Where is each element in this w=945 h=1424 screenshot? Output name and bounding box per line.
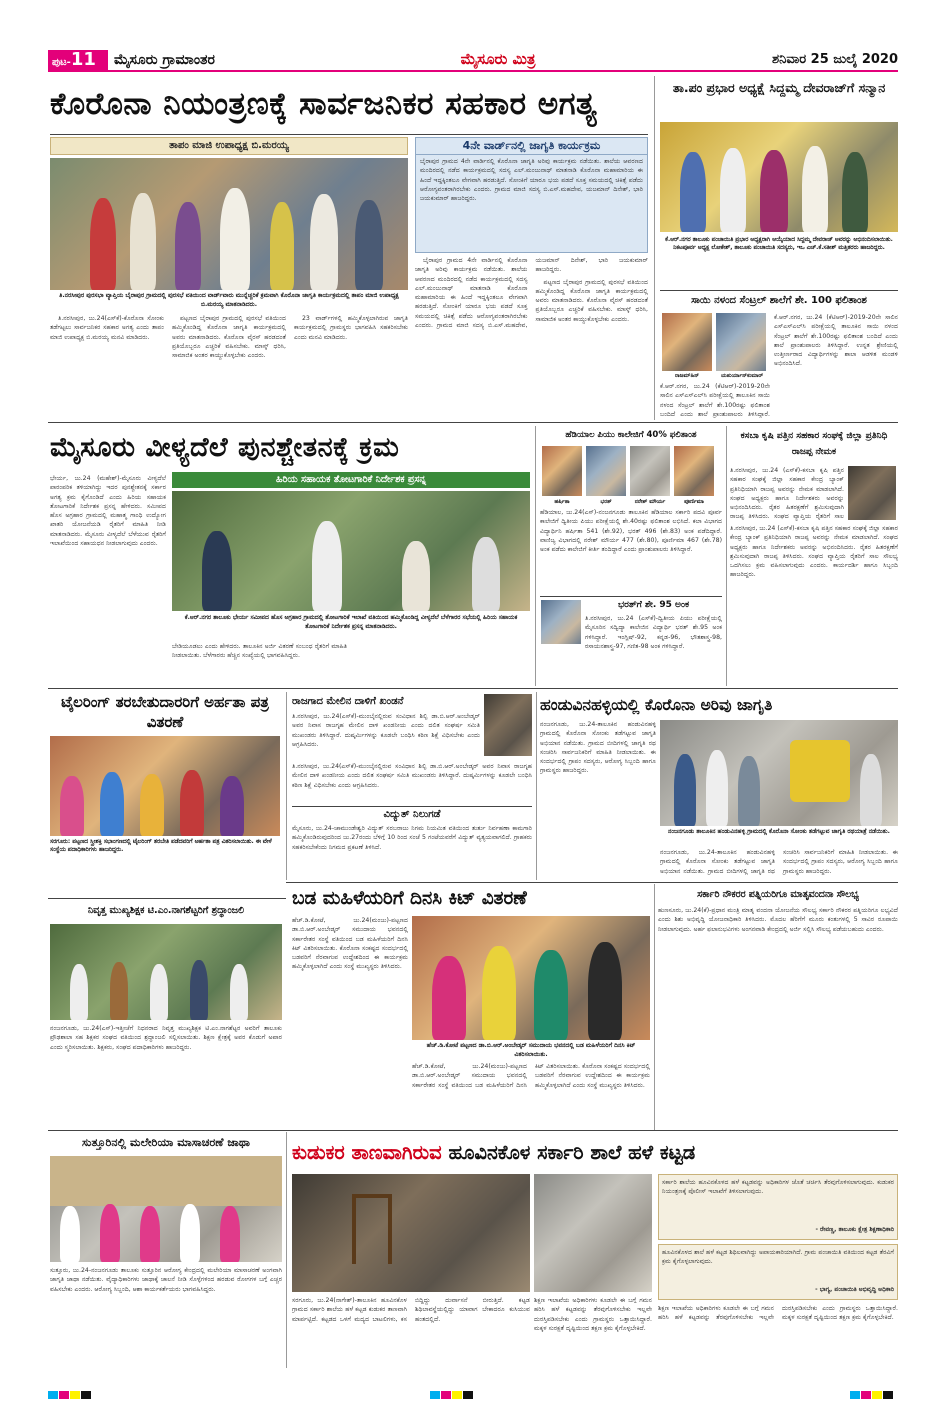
student-photo-1: [662, 313, 712, 371]
school-headline-red: ಕುಡುಕರ ತಾಣವಾಗಿರುವ: [292, 1141, 442, 1164]
person-figure: [202, 531, 232, 611]
teacher-photo: [50, 924, 282, 1020]
school-quote-box-1: [658, 1174, 898, 1240]
pu-headline: ಹೆಡಿಯಾಲ ಪಿಯು ಕಾಲೇಜಿಗೆ 40% ಫಲಿತಾಂಶ: [565, 430, 697, 440]
handu-body: ನಂಜನಗೂಡು, ಜು.24-ತಾಲೂಕಿನ ಹಂಡುವಿನಹಳ್ಳಿ ಗ್ರಾಮದಲ್ಲಿ ಕೊರೊನಾ ಸೋಂಕು ತಡೆಗಟ್ಟುವ ಜಾಗೃತಿ ಅಭಿಯಾನ ನಡೆಯಿತು. ಗ್ರಾಮದ ಬೀದಿಗಳಲ್ಲಿ ಜಾಗೃತಿ ರಥ ಸಂಚರಿಸಿ ಸಾರ್ವಜನಿಕರಿಗೆ ಮಾಹಿತಿ ನೀಡಲಾಯಿತು. ಈ ಸಂದರ್ಭದಲ್ಲಿ ಗ್ರಾಪಂ ಸದಸ್ಯರು, ಆರೋಗ್ಯ ಸಿಬ್ಬಂದಿ ಹಾಗೂ ಗ್ರಾಮಸ್ಥರು ಹಾಜರಿದ್ದರು.: [540, 721, 656, 775]
pu-body: ಹೆಡಿಯಾಲ, ಜು.24(ಎಸ್)-ನಂಜನಗೂಡು ತಾಲೂಕಿನ ಹೆಡಿಯಾಲ ಸರ್ಕಾರಿ ಪದವಿ ಪೂರ್ವ ಕಾಲೇಜಿಗೆ ದ್ವಿತೀಯ ಪಿಯು ಪರೀಕ್ಷೆಯಲ್ಲಿ ಶೇ.40ರಷ್ಟು ಫಲಿತಾಂಶ ಲಭಿಸಿದೆ. ಕಲಾ ವಿಭಾಗದ ವಿದ್ಯಾರ್ಥಿನಿ ಹರ್ಷಿತಾ 541 (ಶೇ.92), ಭರತ್ 496 (ಶೇ.83) ಅಂಕ ಪಡೆದಿದ್ದಾರೆ. ವಾಣಿಜ್ಯ ವಿಭಾಗದಲ್ಲಿ ನರೇಶ್ ಮೌರ್ಯ 477 (ಶೇ.80), ಪೂರ್ಣಿಮಾ 467 (ಶೇ.78) ಅಂಕ ಪಡೆದು ಕಾಲೇಜಿಗೆ ಕೀರ್ತಿ ತಂದಿದ್ದಾರೆ ಎಂದು ಪ್ರಾಂಶುಪಾಲರು ತಿಳಿಸಿದ್ದಾರೆ.: [540, 509, 722, 554]
person-figure: [534, 950, 568, 1040]
rajagaddhe-body: ತಿ.ನರಸೀಪುರ, ಜು.24(ಎಸ್‌ಕೆ)-ಮುಂಬೈನಲ್ಲಿರುವ ಸಂವಿಧಾನ ಶಿಲ್ಪಿ ಡಾ.ಬಿ.ಆರ್.ಅಂಬೇಡ್ಕರ್ ಅವರ ನಿವಾಸ ರಾಜಗೃಹ ಮೇಲಿನ ದಾಳಿ ಖಂಡನೀಯ ಎಂದು ದಲಿತ ಸಂಘರ್ಷ ಸಮಿತಿ ಮುಖಂಡರು ತಿಳಿಸಿದ್ದಾರೆ. ದುಷ್ಕರ್ಮಿಗಳನ್ನು ಕೂಡಲೇ ಬಂಧಿಸಿ ಕಠಿಣ ಶಿಕ್ಷೆ ವಿಧಿಸಬೇಕು ಎಂದು ಆಗ್ರಹಿಸಿದರು.: [292, 713, 480, 748]
section-title: ಮೈಸೂರು ಗ್ರಾಮಾಂತರ: [114, 52, 215, 68]
page-label: ಪುಟ-: [52, 57, 71, 68]
person-figure: [180, 770, 204, 836]
school-body-right: ಶಿಕ್ಷಣ ಇಲಾಖೆಯ ಅಧಿಕಾರಿಗಳು ಕೂಡಲೇ ಈ ಬಗ್ಗೆ ಗಮನ ಹರಿಸಿ ಹಳೆ ಕಟ್ಟಡವನ್ನು ತೆರವುಗೊಳಿಸಬೇಕು ಇಲ್ಲವೇ ದುರಸ್ತಿಪಡಿಸಬೇಕು ಎಂದು ಗ್ರಾಮಸ್ಥರು ಒತ್ತಾಯಿಸಿದ್ದಾರೆ. ಮಕ್ಕಳ ಸುರಕ್ಷತೆ ದೃಷ್ಟಿಯಿಂದ ತಕ್ಷಣ ಕ್ರಮ ಕೈಗೊಳ್ಳಬೇಕಿದೆ.: [534, 1297, 652, 1332]
power-body: ಮೈಸೂರು, ಜು.24-ಚಾಮುಂಡೇಶ್ವರಿ ವಿದ್ಯುತ್ ಸರಬರಾಜು ನಿಗಮ ನಿಯಮಿತ ವತಿಯಿಂದ ತುರ್ತು ನಿರ್ವಹಣಾ ಕಾಮಗಾರಿ ಹಮ್ಮಿಕೊಂಡಿರುವುದರಿಂದ ಜು.27ರಂದು ಬೆಳಿಗ್ಗೆ 10 ರಿಂದ ಸಂಜೆ 5 ಗಂಟೆಯವರೆಗೆ ವಿದ್ಯುತ್ ವ್ಯತ್ಯಯವಾಗಲಿದೆ. ಗ್ರಾಹಕರು ಸಹಕರಿಸಬೇಕೆಂದು ನಿಗಮದ ಪ್ರಕಟಣೆ ತಿಳಿಸಿದೆ.: [292, 825, 532, 851]
person-figure: [588, 942, 622, 1040]
corona-body: [50, 314, 408, 418]
divider: [50, 134, 648, 135]
column-divider: [535, 426, 536, 686]
person-figure: [674, 754, 696, 826]
person-figure: [130, 193, 156, 290]
corona-subhead-box: [50, 137, 408, 155]
kasaba-headline: ಕಸಬಾ ಕೃಷಿ ಪತ್ತಿನ ಸಹಕಾರ ಸಂಘಕ್ಕೆ ಜಿಲ್ಲಾ ಪ್ರತಿನಿಧಿ ರಾಜಪ್ಪ ನೇಮಕ: [740, 431, 888, 457]
corona-photo: [50, 158, 408, 290]
color-registration-bar: [48, 1384, 92, 1403]
betel-headline: ಮೈಸೂರು ವೀಳ್ಯದೆಲೆ ಪುನಶ್ಚೇತನಕ್ಕೆ ಕ್ರಮ: [50, 432, 400, 463]
column-divider: [654, 884, 655, 1130]
rajagaddhe-photo: [484, 694, 532, 756]
pu-photo-4: [674, 446, 714, 496]
sai-headline: ಸಾಯಿ ನಳಂದ ಸೆಂಟ್ರಲ್ ಶಾಲೆಗೆ ಶೇ. 100 ಫಲಿತಾಂಶ: [691, 295, 867, 306]
handu-headline: ಹಂಡುವಿನಹಳ್ಳಿಯಲ್ಲಿ ಕೊರೊನಾ ಅರಿವು ಜಾಗೃತಿ: [540, 696, 773, 714]
corona-paragraph: 23 ವಾರ್ಡ್‌ಗಳಲ್ಲಿ ಹಮ್ಮಿಕೊಳ್ಳಲಾಗಿರುವ ಜಾಗೃತಿ ಕಾರ್ಯಕ್ರಮದಲ್ಲಿ ಗ್ರಾಮಸ್ಥರು ಭಾಗವಹಿಸಿ ಸಹಕರಿಸಬೇಕು ಎಂದು ಮನವಿ ಮಾಡಿದರು.: [294, 315, 408, 341]
bharath-body: ತಿ.ನರಸೀಪುರ, ಜು.24 (ಎಸ್‌ಕೆ)-ದ್ವಿತೀಯ ಪಿಯು ಪರೀಕ್ಷೆಯಲ್ಲಿ ಮೈಸೂರಿನ ಸದ್ವಿದ್ಯಾ ಕಾಲೇಜಿನ ವಿದ್ಯಾರ್ಥಿ ಭರತ್ ಶೇ.95 ಅಂಕ ಗಳಿಸಿದ್ದಾರೆ. ಇಂಗ್ಲಿಷ್-92, ಕನ್ನಡ-96, ಭೌತಶಾಸ್ತ್ರ-98, ರಸಾಯನಶಾಸ್ತ್ರ-97, ಗಣಿತ-98 ಅಂಕ ಗಳಿಸಿದ್ದಾರೆ.: [585, 615, 722, 650]
ward4-body: ಬೈರಾಪುರ ಗ್ರಾಮದ 4ನೇ ವಾರ್ಡಿನಲ್ಲಿ ಕೊರೊನಾ ಜಾಗೃತಿ ಅರಿವು ಕಾರ್ಯಕ್ರಮ ನಡೆಯಿತು. ಶಾಲೆಯ ಆವರಣದ ಮಂದಿರದಲ್ಲಿ ನಡೆದ ಕಾರ್ಯಕ್ರಮದಲ್ಲಿ ಸದಸ್ಯ ಎಲ್.ಮಂಜುನಾಥ್ ಮಾತನಾಡಿ ಕೊರೊನಾ ಮಹಾಮಾರಿಯ ಈ ಹಿಂದೆ ಇದ್ದಕ್ಕಿಂತಲೂ ವೇಗವಾಗಿ ಹರಡುತ್ತಿದೆ. ಸೋಂಕಿಗೆ ಯಾರೂ ಭಯ ಪಡದೆ ಸೂಕ್ತ ಸಮಯದಲ್ಲಿ ಚಿಕಿತ್ಸೆ ಪಡೆದು ಆರೋಗ್ಯವಂತರಾಗಿರಬೇಕು ಎಂದರು. ಗ್ರಾಮದ ಮಾಜಿ ಸದಸ್ಯ ಬಿ.ಎಸ್.ಮಹದೇವ, ಯಜಮಾನ್ ದಿನೇಶ್, ಭಾರಿ ಜಯಕುಮಾರ್ ಹಾಜರಿದ್ದರು.: [420, 158, 643, 203]
school-quote-2: ಹೂವಿನಕೊಳದ ಶಾಲೆ ಹಳೆ ಕಟ್ಟಡ ಶಿಥಿಲವಾಗಿದ್ದು ಅಪಾಯಕಾರಿಯಾಗಿದೆ. ಗ್ರಾಮ ಪಂಚಾಯಿತಿ ವತಿಯಿಂದ ಕಟ್ಟಡ ತೆರವಿಗೆ ಕ್ರಮ ಕೈಗೊಳ್ಳಲಾಗುವುದು.: [662, 1249, 894, 1266]
masthead-date: ಶನಿವಾರ 25 ಜುಲೈ 2020: [771, 52, 898, 67]
person-figure: [190, 960, 208, 1020]
school-photo-1: [292, 1174, 530, 1292]
person-figure: [60, 1206, 80, 1262]
pu-photo-2: [586, 446, 626, 496]
betel-banner-text: ಹಿರಿಯ ಸಹಾಯಕ ತೋಟಗಾರಿಕೆ ನಿರ್ದೇಶಕ ಪ್ರಸನ್ನ: [275, 474, 426, 485]
color-registration-bar: [430, 1384, 474, 1403]
govt-body: ಹುಣಸೂರು, ಜು.24(ಕೆ)-ಪ್ರಧಾನ ಮಂತ್ರಿ ಮಾತೃ ವಂದನಾ ಯೋಜನೆಯ ಸೌಲಭ್ಯ ಸರ್ಕಾರಿ ನೌಕರರ ಪತ್ನಿಯರಿಗೂ ಲಭ್ಯವಿದೆ ಎಂದು ಶಿಶು ಅಭಿವೃದ್ಧಿ ಯೋಜನಾಧಿಕಾರಿ ತಿಳಿಸಿದರು. ಮೊದಲ ಹೆರಿಗೆಗೆ ಮೂರು ಕಂತುಗಳಲ್ಲಿ 5 ಸಾವಿರ ರೂಪಾಯಿ ನೀಡಲಾಗುವುದು. ಅರ್ಹ ಫಲಾನುಭವಿಗಳು ಅಂಗನವಾಡಿ ಕೇಂದ್ರದಲ್ಲಿ ಅರ್ಜಿ ಸಲ್ಲಿಸಿ ಸೌಲಭ್ಯ ಪಡೆಯಬಹುದು ಎಂದರು.: [658, 907, 898, 933]
govt-headline: ಸರ್ಕಾರಿ ನೌಕರರ ಪತ್ನಿಯರಿಗೂ ಮಾತೃವಂದನಾ ಸೌಲಭ್ಯ: [697, 889, 859, 900]
divider: [48, 688, 898, 689]
school-quote-box-2: [658, 1244, 898, 1300]
person-figure: [100, 1204, 120, 1262]
person-figure: [180, 1204, 200, 1262]
student-name-2: ಯಶುರ್ಯಾನ್‌ಕುಮಾರ್: [720, 373, 764, 379]
ward4-paragraph: ಪಟ್ಟಣದ ಬೈರಾಪುರ ಗ್ರಾಮದಲ್ಲಿ ಪುರಸಭೆ ವತಿಯಿಂದ ಹಮ್ಮಿಕೊಂಡಿದ್ದ ಕೊರೊನಾ ಜಾಗೃತಿ ಕಾರ್ಯಕ್ರಮದಲ್ಲಿ ಅವರು ಮಾತನಾಡಿದರು. ಕೊರೊನಾ ವೈರಸ್ ಹರಡದಂತೆ ಪ್ರತಿಯೊಬ್ಬರೂ ಎಚ್ಚರಿಕೆ ವಹಿಸಬೇಕು. ಮಾಸ್ಕ್ ಧರಿಸಿ, ಸಾಮಾಜಿಕ ಅಂತರ ಕಾಯ್ದುಕೊಳ್ಳಬೇಕು ಎಂದರು.: [535, 278, 648, 323]
person-figure: [720, 148, 746, 232]
person-figure: [60, 776, 84, 836]
building-backdrop: [50, 1156, 282, 1206]
person-figure: [70, 964, 88, 1020]
person-figure: [220, 776, 244, 836]
tailoring-headline: ಟೈಲರಿಂಗ್ ತರಬೇತುದಾರರಿಗೆ ಅರ್ಹತಾ ಪತ್ರ ವಿತರಣೆ: [61, 693, 269, 731]
person-figure: [402, 541, 430, 611]
corona-paragraph: ತಿ.ನರಸೀಪುರ, ಜು.24(ಎಸ್‌ಕೆ)-ಕೊರೊನಾ ಸೋಂಕು ತಡೆಗಟ್ಟಲು ಸಾರ್ವಜನಿಕರ ಸಹಕಾರ ಅಗತ್ಯ ಎಂದು ತಾಪಂ ಮಾಜಿ ಉಪಾಧ್ಯಕ್ಷ ಬಿ.ಮರಯ್ಯ ಮನವಿ ಮಾಡಿದರು.: [50, 315, 164, 341]
person-figure: [680, 152, 706, 232]
person-figure: [220, 188, 250, 290]
handu-body-cont: ನಂಜನಗೂಡು, ಜು.24-ತಾಲೂಕಿನ ಹಂಡುವಿನಹಳ್ಳಿ ಗ್ರಾಮದಲ್ಲಿ ಕೊರೊನಾ ಸೋಂಕು ತಡೆಗಟ್ಟುವ ಜಾಗೃತಿ ಅಭಿಯಾನ ನಡೆಯಿತು. ಗ್ರಾಮದ ಬೀದಿಗಳಲ್ಲಿ ಜಾಗೃತಿ ರಥ ಸಂಚರಿಸಿ ಸಾರ್ವಜನಿಕರಿಗೆ ಮಾಹಿತಿ ನೀಡಲಾಯಿತು. ಈ ಸಂದರ್ಭದಲ್ಲಿ ಗ್ರಾಪಂ ಸದಸ್ಯರು, ಆರೋಗ್ಯ ಸಿಬ್ಬಂದಿ ಹಾಗೂ ಗ್ರಾಮಸ್ಥರು ಹಾಜರಿದ್ದರು.: [660, 849, 898, 875]
student-photo-2: [716, 313, 766, 371]
masthead: [48, 48, 898, 72]
corona-paragraph: ಪಟ್ಟಣದ ಬೈರಾಪುರ ಗ್ರಾಮದಲ್ಲಿ ಪುರಸಭೆ ವತಿಯಿಂದ ಹಮ್ಮಿಕೊಂಡಿದ್ದ ಕೊರೊನಾ ಜಾಗೃತಿ ಕಾರ್ಯಕ್ರಮದಲ್ಲಿ ಅವರು ಮಾತನಾಡಿದರು. ಕೊರೊನಾ ವೈರಸ್ ಹರಡದಂತೆ ಪ್ರತಿಯೊಬ್ಬರೂ ಎಚ್ಚರಿಕೆ ವಹಿಸಬೇಕು. ಮಾಸ್ಕ್ ಧರಿಸಿ, ಸಾಮಾಜಿಕ ಅಂತರ ಕಾಯ್ದುಕೊಳ್ಳಬೇಕು ಎಂದರು.: [172, 315, 286, 360]
betel-body-right: ಬೇಡಿಯೂಡಲು ಎಂದು ಹೇಳಿದರು. ತಾಲೂಕಿನ ಅರ್ಜಿ ವಿತರಣೆ ಸಂಬಂಧ ರೈತರಿಗೆ ಮಾಹಿತಿ ನೀಡಲಾಯಿತು. ಬೆಳೆಗಾರರು ಹೆಚ್ಚಿನ ಸಂಖ್ಯೆಯಲ್ಲಿ ಭಾಗವಹಿಸಿದ್ದರು.: [172, 643, 347, 660]
tailoring-caption: ಸರಗೂರು: ಪಟ್ಟಣದ ಸ್ತ್ರೀಶಕ್ತಿ ಸಭಾಂಗಣದಲ್ಲಿ ಟೈಲರಿಂಗ್ ತರಬೇತಿ ಪಡೆದವರಿಗೆ ಅರ್ಹತಾ ಪತ್ರ ವಿತರಿಸಲಾಯಿತು. ಈ ವೇಳೆ ಸಂಸ್ಥೆಯ ಪದಾಧಿಕಾರಿಗಳು ಹಾಜರಿದ್ದರು.: [50, 839, 272, 854]
ward4-body-cont: [415, 256, 648, 418]
person-figure: [270, 202, 294, 290]
pu-photo-1: [542, 446, 582, 496]
school-body-left: ಸರಗೂರು, ಜು.24(ನಾಗೇಶ್)-ತಾಲೂಕಿನ ಹೂವಿನಕೊಳ ಗ್ರಾಮದ ಸರ್ಕಾರಿ ಶಾಲೆಯ ಹಳೆ ಕಟ್ಟಡ ಕುಡುಕರ ತಾಣವಾಗಿ ಮಾರ್ಪಟ್ಟಿದೆ. ಕಟ್ಟಡದ ಒಳಗೆ ಮದ್ಯದ ಬಾಟಲಿಗಳು, ಕಸ ಬಿದ್ದಿದ್ದು ದುರ್ವಾಸನೆ ಬೀರುತ್ತಿದೆ. ಕಟ್ಟಡ ಶಿಥಿಲಾವಸ್ಥೆಯಲ್ಲಿದ್ದು ಯಾವಾಗ ಬೇಕಾದರೂ ಕುಸಿಯುವ ಹಂತದಲ್ಲಿದೆ.: [292, 1297, 530, 1323]
sai-body-left: ಕೆ.ಆರ್.ನಗರ, ಜು.24 (ಕೆಟಿಆರ್)-2019-20ನೇ ಸಾಲಿನ ಎಸ್‌ಎಸ್‌ಎಲ್‌ಸಿ ಪರೀಕ್ಷೆಯಲ್ಲಿ ತಾಲೂಕಿನ ಸಾಯಿ ನಳಂದ ಸೆಂಟ್ರಲ್ ಶಾಲೆಗೆ ಶೇ.100ರಷ್ಟು ಫಲಿತಾಂಶ ಬಂದಿದೆ ಎಂದು ಶಾಲೆ ಪ್ರಾಂಶುಪಾಲರು ತಿಳಿಸಿದ್ದಾರೆ.: [660, 383, 770, 418]
pu-photo-3: [630, 446, 670, 496]
column-divider: [654, 76, 655, 420]
person-figure: [738, 756, 760, 826]
person-figure: [842, 152, 868, 232]
groceries-body-cont: ಹೆಚ್.ಡಿ.ಕೋಟೆ, ಜು.24(ಮಂಜು)-ಪಟ್ಟಣದ ಡಾ.ಬಿ.ಆರ್.ಅಂಬೇಡ್ಕರ್ ಸಮುದಾಯ ಭವನದಲ್ಲಿ ಸರ್ಕಾರೇತರ ಸಂಸ್ಥೆ ವತಿಯಿಂದ ಬಡ ಮಹಿಳೆಯರಿಗೆ ದಿನಸಿ ಕಿಟ್ ವಿತರಿಸಲಾಯಿತು. ಕೊರೊನಾ ಸಂಕಷ್ಟದ ಸಂದರ್ಭದಲ್ಲಿ ಬಡವರಿಗೆ ನೆರವಾಗುವ ಉದ್ದೇಶದಿಂದ ಈ ಕಾರ್ಯಕ್ರಮ ಹಮ್ಮಿಕೊಳ್ಳಲಾಗಿದೆ ಎಂದು ಸಂಸ್ಥೆ ಮುಖ್ಯಸ್ಥರು ತಿಳಿಸಿದರು.: [412, 1063, 650, 1089]
bharath-headline: ಭರತ್‌ಗೆ ಶೇ. 95 ಅಂಕ: [617, 600, 690, 610]
divider: [48, 422, 898, 423]
handu-caption: ನಂಜನಗೂಡು ತಾಲೂಕಿನ ಹಂಡುವಿನಹಳ್ಳಿ ಗ್ರಾಮದಲ್ಲಿ ಕೊರೊನಾ ಸೋಂಕು ತಡೆಗಟ್ಟುವ ಜಾಗೃತಿ ರಥಯಾತ್ರೆ ನಡೆಯಿತು.: [668, 828, 890, 835]
page-number: 11: [70, 49, 96, 70]
betel-photo: [172, 491, 530, 611]
groceries-photo: [412, 916, 650, 1040]
column-divider: [286, 1132, 287, 1368]
column-divider: [726, 426, 727, 686]
school-quote-1: ಸರ್ಕಾರಿ ಶಾಲೆಯ ಹೂವಿನಕೊಳದ ಹಳೆ ಕಟ್ಟಡವನ್ನು ಅಧಿಕಾರಿಗಳ ಜೊತೆ ಚರ್ಚಿಸಿ ತೆರವುಗೊಳಿಸಲಾಗುವುದು. ಕುಡುಕರ ನಿಯಂತ್ರಣಕ್ಕೆ ಪೊಲೀಸ್ ಇಲಾಖೆಗೆ ತಿಳಿಸಲಾಗುವುದು.: [662, 1179, 894, 1196]
pu-name-4: ಪೂರ್ಣಿಮಾ: [684, 499, 704, 505]
school-quote-2-attr: - ಭಾಗ್ಯ, ಪಂಚಾಯಿತಿ ಅಭಿವೃದ್ಧಿ ಅಧಿಕಾರಿ: [815, 1286, 894, 1293]
column-divider: [286, 692, 287, 880]
school-headline: [292, 1136, 898, 1170]
handu-photo: [660, 720, 898, 826]
corona-subhead: ತಾಪಂ ಮಾಜಿ ಉಪಾಧ್ಯಕ್ಷ ಬಿ.ಮರಯ್ಯ: [169, 140, 289, 151]
school-headline-black: ಹೂವಿನಕೊಳ ಸರ್ಕಾರಿ ಶಾಲೆ ಹಳೆ ಕಟ್ಟಡ: [448, 1141, 696, 1164]
person-figure: [140, 1206, 160, 1262]
pu-name-3: ನರೇಶ್ ಮೌರ್ಯ: [634, 499, 666, 505]
rajappa-photo: [848, 466, 896, 520]
divider: [540, 596, 722, 597]
ward4-box: [415, 137, 648, 253]
malaria-body: ಸುತ್ತೂರು, ಜು.24-ನಂಜನಗೂಡು ತಾಲೂಕು ಸುತ್ತೂರಿನ ಆರೋಗ್ಯ ಕೇಂದ್ರದಲ್ಲಿ ಮಲೇರಿಯಾ ಮಾಸಾಚರಣೆ ಅಂಗವಾಗಿ ಜಾಗೃತಿ ಜಾಥಾ ನಡೆಯಿತು. ವೈದ್ಯಾಧಿಕಾರಿಗಳು ಜಾಥಾಕ್ಕೆ ಚಾಲನೆ ನೀಡಿ ಸೊಳ್ಳೆಗಳಿಂದ ಹರಡುವ ರೋಗಗಳ ಬಗ್ಗೆ ಎಚ್ಚರ ವಹಿಸಬೇಕು ಎಂದರು. ಆರೋಗ್ಯ ಸಿಬ್ಬಂದಿ, ಆಶಾ ಕಾರ್ಯಕರ್ತೆಯರು ಭಾಗವಹಿಸಿದ್ದರು.: [50, 1267, 282, 1293]
person-figure: [110, 962, 128, 1020]
page-number-badge: [48, 50, 108, 70]
corona-caption: ತಿ.ನರಸೀಪುರ ಪುರಸಭಾ ವ್ಯಾಪ್ತಿಯ ಬೈರಾಪುರ ಗ್ರಾಮದಲ್ಲಿ ಪುರಸಭೆ ವತಿಯಿಂದ ವಾರ್ಡ್‌ವಾರು ಮುನ್ನೆಚ್ಚರಿಕೆ ಕ್ರಮವಾಗಿ ಕೊರೊನಾ ಜಾಗೃತಿ ಕಾರ್ಯಕ್ರಮದಲ್ಲಿ ತಾಪಂ ಮಾಜಿ ಉಪಾಧ್ಯಕ್ಷ ಬಿ.ಮರಯ್ಯ ಮಾತನಾಡಿದರು.: [59, 292, 399, 308]
person-figure: [760, 150, 788, 232]
person-figure: [150, 964, 168, 1020]
teacher-headline: ನಿವೃತ್ತ ಮುಖ್ಯಶಿಕ್ಷಕ ಟಿ.ಎಂ.ನಾಗಶೆಟ್ಟರಿಗೆ ಶ್ರದ್ಧಾಂಜಲಿ: [87, 905, 245, 916]
betel-caption: ಕೆ.ಆರ್.ನಗರ ತಾಲೂಕು ಭೇರ್ಯ ಸಮೀಪದ ಹೊಸ ಅಗ್ರಹಾರ ಗ್ರಾಮದಲ್ಲಿ ತೋಟಗಾರಿಕೆ ಇಲಾಖೆ ವತಿಯಿಂದ ಹಮ್ಮಿಕೊಂಡಿದ್ದ ವೀಳ್ಯದೆಲೆ ಬೆಳೆಗಾರರ ಸಭೆಯಲ್ಲಿ ಹಿರಿಯ ಸಹಾಯಕ ತೋಟಗಾರಿಕೆ ನಿರ್ದೇಶಕ ಪ್ರಸನ್ನ ಮಾತನಾಡಿದರು.: [184, 614, 518, 630]
divider: [48, 1130, 898, 1131]
kasaba-body: ತಿ.ನರಸೀಪುರ, ಜು.24 (ಎಸ್‌ಕೆ)-ಕಸಬಾ ಕೃಷಿ ಪತ್ತಿನ ಸಹಕಾರ ಸಂಘಕ್ಕೆ ಜಿಲ್ಲಾ ಸಹಕಾರ ಕೇಂದ್ರ ಬ್ಯಾಂಕ್ ಪ್ರತಿನಿಧಿಯಾಗಿ ರಾಜಪ್ಪ ಅವರನ್ನು ನೇಮಕ ಮಾಡಲಾಗಿದೆ. ಸಂಘದ ಅಧ್ಯಕ್ಷರು ಹಾಗೂ ನಿರ್ದೇಶಕರು ಅವರನ್ನು ಅಭಿನಂದಿಸಿದರು. ರೈತರ ಹಿತರಕ್ಷಣೆಗೆ ಶ್ರಮಿಸುವುದಾಗಿ ರಾಜಪ್ಪ ತಿಳಿಸಿದರು. ಸಂಘದ ವ್ಯಾಪ್ತಿಯ ರೈತರಿಗೆ ಸಾಲ ಸೌಲಭ್ಯ ಒದಗಿಸಲು ಕ್ರಮ ವಹಿಸಲಾಗುವುದು ಎಂದರು. ಕಾರ್ಯದರ್ಶಿ ಹಾಗೂ ಸಿಬ್ಬಂದಿ ಹಾಜರಿದ್ದರು.: [730, 525, 898, 579]
groceries-caption: ಹೆಚ್.ಡಿ.ಕೋಟೆ ಪಟ್ಟಣದ ಡಾ.ಬಿ.ಆರ್.ಅಂಬೇಡ್ಕರ್ ಸಮುದಾಯ ಭವನದಲ್ಲಿ ಬಡ ಮಹಿಳೆಯರಿಗೆ ದಿನಸಿ ಕಿಟ್ ವಿತರಿಸಲಾಯಿತು.: [426, 1042, 636, 1058]
bharath-photo: [541, 600, 581, 644]
person-figure: [860, 754, 882, 826]
groceries-body: ಹೆಚ್.ಡಿ.ಕೋಟೆ, ಜು.24(ಮಂಜು)-ಪಟ್ಟಣದ ಡಾ.ಬಿ.ಆರ್.ಅಂಬೇಡ್ಕರ್ ಸಮುದಾಯ ಭವನದಲ್ಲಿ ಸರ್ಕಾರೇತರ ಸಂಸ್ಥೆ ವತಿಯಿಂದ ಬಡ ಮಹಿಳೆಯರಿಗೆ ದಿನಸಿ ಕಿಟ್ ವಿತರಿಸಲಾಯಿತು. ಕೊರೊನಾ ಸಂಕಷ್ಟದ ಸಂದರ್ಭದಲ್ಲಿ ಬಡವರಿಗೆ ನೆರವಾಗುವ ಉದ್ದೇಶದಿಂದ ಈ ಕಾರ್ಯಕ್ರಮ ಹಮ್ಮಿಕೊಳ್ಳಲಾಗಿದೆ ಎಂದು ಸಂಸ್ಥೆ ಮುಖ್ಯಸ್ಥರು ತಿಳಿಸಿದರು.: [292, 917, 408, 971]
tapam-headline: ತಾ.ಪಂ ಪ್ರಭಾರ ಅಧ್ಯಕ್ಷೆ ಸಿದ್ದಮ್ಮ ದೇವರಾಜ್‌ಗೆ ಸನ್ಮಾನ: [672, 80, 886, 95]
divider: [48, 898, 286, 899]
kasaba-body-top: ತಿ.ನರಸೀಪುರ, ಜು.24 (ಎಸ್‌ಕೆ)-ಕಸಬಾ ಕೃಷಿ ಪತ್ತಿನ ಸಹಕಾರ ಸಂಘಕ್ಕೆ ಜಿಲ್ಲಾ ಸಹಕಾರ ಕೇಂದ್ರ ಬ್ಯಾಂಕ್ ಪ್ರತಿನಿಧಿಯಾಗಿ ರಾಜಪ್ಪ ಅವರನ್ನು ನೇಮಕ ಮಾಡಲಾಗಿದೆ. ಸಂಘದ ಅಧ್ಯಕ್ಷರು ಹಾಗೂ ನಿರ್ದೇಶಕರು ಅವರನ್ನು ಅಭಿನಂದಿಸಿದರು. ರೈತರ ಹಿತರಕ್ಷಣೆಗೆ ಶ್ರಮಿಸುವುದಾಗಿ ರಾಜಪ್ಪ ತಿಳಿಸಿದರು. ಸಂಘದ ವ್ಯಾಪ್ತಿಯ ರೈತರಿಗೆ ಸಾಲ: [730, 467, 844, 521]
tailoring-photo: [50, 736, 280, 836]
person-figure: [220, 1206, 240, 1262]
student-name-1: ರಾಜಮ್‌ಹಿನ್: [674, 373, 700, 379]
betel-body-left: ಭೇರ್ಯ, ಜು.24 (ಮಹೇಶ್)-ಮೈಸೂರು ವೀಳ್ಯದೆಲೆ ಪಾರಂಪರಿಕ ತಳಿಯಾಗಿದ್ದು ಇದರ ಪುನಶ್ಚೇತನಕ್ಕೆ ಸರ್ಕಾರ ಅಗತ್ಯ ಕ್ರಮ ಕೈಗೊಂಡಿದೆ ಎಂದು ಹಿರಿಯ ಸಹಾಯಕ ತೋಟಗಾರಿಕೆ ನಿರ್ದೇಶಕ ಪ್ರಸನ್ನ ಹೇಳಿದರು. ಸಮೀಪದ ಹೊಸ ಅಗ್ರಹಾರ ಗ್ರಾಮದಲ್ಲಿ ಮಹಾತ್ಮ ಗಾಂಧಿ ಉದ್ಯೋಗ ಖಾತರಿ ಯೋಜನೆಯಡಿ ರೈತರಿಗೆ ಮಾಹಿತಿ ನೀಡಿ ಮಾತನಾಡಿದರು. ಮೈಸೂರು ವೀಳ್ಯದೆಲೆ ಬೆಳೆಯುವ ರೈತರಿಗೆ ಇಲಾಖೆಯಿಂದ ಸಹಾಯಧನ ನೀಡಲಾಗುವುದು ಎಂದರು.: [50, 475, 166, 548]
power-headline: ವಿದ್ಯುತ್ ನಿಲುಗಡೆ: [383, 809, 441, 820]
person-figure: [90, 198, 116, 290]
person-figure: [100, 772, 124, 836]
malaria-photo: [50, 1156, 282, 1262]
awareness-vehicle: [790, 740, 850, 802]
person-figure: [802, 146, 828, 232]
person-figure: [355, 200, 383, 290]
groceries-headline: ಬಡ ಮಹಿಳೆಯರಿಗೆ ದಿನಸಿ ಕಿಟ್ ವಿತರಣೆ: [292, 888, 527, 909]
person-figure: [706, 750, 728, 826]
divider: [292, 806, 532, 807]
school-body-far-right: ಶಿಕ್ಷಣ ಇಲಾಖೆಯ ಅಧಿಕಾರಿಗಳು ಕೂಡಲೇ ಈ ಬಗ್ಗೆ ಗಮನ ಹರಿಸಿ ಹಳೆ ಕಟ್ಟಡವನ್ನು ತೆರವುಗೊಳಿಸಬೇಕು ಇಲ್ಲವೇ ದುರಸ್ತಿಪಡಿಸಬೇಕು ಎಂದು ಗ್ರಾಮಸ್ಥರು ಒತ್ತಾಯಿಸಿದ್ದಾರೆ. ಮಕ್ಕಳ ಸುರಕ್ಷತೆ ದೃಷ್ಟಿಯಿಂದ ತಕ್ಷಣ ಕ್ರಮ ಕೈಗೊಳ್ಳಬೇಕಿದೆ.: [658, 1305, 898, 1322]
divider: [286, 882, 898, 883]
pu-name-2: ಭರತ್: [600, 499, 612, 505]
sai-body-right: ಕೆ.ಆರ್.ನಗರ, ಜು.24 (ಕೆಟಿಆರ್)-2019-20ನೇ ಸಾಲಿನ ಎಸ್‌ಎಸ್‌ಎಲ್‌ಸಿ ಪರೀಕ್ಷೆಯಲ್ಲಿ ತಾಲೂಕಿನ ಸಾಯಿ ನಳಂದ ಸೆಂಟ್ರಲ್ ಶಾಲೆಗೆ ಶೇ.100ರಷ್ಟು ಫಲಿತಾಂಶ ಬಂದಿದೆ ಎಂದು ಶಾಲೆ ಪ್ರಾಂಶುಪಾಲರು ತಿಳಿಸಿದ್ದಾರೆ. ಉನ್ನತ ಶ್ರೇಣಿಯಲ್ಲಿ ಉತ್ತೀರ್ಣರಾದ ವಿದ್ಯಾರ್ಥಿಗಳನ್ನು ಶಾಲಾ ಆಡಳಿತ ಮಂಡಳಿ ಅಭಿನಂದಿಸಿದೆ.: [774, 314, 898, 368]
tapam-caption: ಕೆ.ಆರ್.ನಗರ ತಾಲೂಕು ಪಂಚಾಯಿತಿ ಪ್ರಭಾರ ಅಧ್ಯಕ್ಷರಾಗಿ ಆಯ್ಕೆಯಾದ ಸಿದ್ದಮ್ಮ ದೇವರಾಜ್ ಅವರನ್ನು ಅಭಿನಂದಿಸಲಾಯಿತು. ನಿಕಟಪೂರ್ವ ಅಧ್ಯಕ್ಷ ಲೋಕೇಶ್, ತಾಲೂಕು ಪಂಚಾಯಿತಿ ಸದಸ್ಯರು, ಇಒ ಎಚ್.ಕೆ.ಸತೀಶ್ ಮತ್ತಿತರರು ಹಾಜರಿದ್ದರು.: [665, 237, 893, 251]
person-figure: [175, 202, 201, 290]
tapam-photo: [660, 122, 898, 232]
person-figure: [432, 956, 466, 1040]
rajagaddhe-headline: ರಾಜಗಾದ ಮೇಲಿನ ದಾಳಿಗೆ ಖಂಡನೆ: [292, 696, 404, 707]
column-divider: [536, 692, 537, 880]
ward4-paragraph: ಬೈರಾಪುರ ಗ್ರಾಮದ 4ನೇ ವಾರ್ಡಿನಲ್ಲಿ ಕೊರೊನಾ ಜಾಗೃತಿ ಅರಿವು ಕಾರ್ಯಕ್ರಮ ನಡೆಯಿತು. ಶಾಲೆಯ ಆವರಣದ ಮಂದಿರದಲ್ಲಿ ನಡೆದ ಕಾರ್ಯಕ್ರಮದಲ್ಲಿ ಸದಸ್ಯ ಎಲ್.ಮಂಜುನಾಥ್ ಮಾತನಾಡಿ ಕೊರೊನಾ ಮಹಾಮಾರಿಯ ಈ ಹಿಂದೆ ಇದ್ದಕ್ಕಿಂತಲೂ ವೇಗವಾಗಿ ಹರಡುತ್ತಿದೆ. ಸೋಂಕಿಗೆ ಯಾರೂ ಭಯ ಪಡದೆ ಸೂಕ್ತ ಸಮಯದಲ್ಲಿ ಚಿಕಿತ್ಸೆ ಪಡೆದು ಆರೋಗ್ಯವಂತರಾಗಿರಬೇಕು ಎಂದರು. ಗ್ರಾಮದ ಮಾಜಿ ಸದಸ್ಯ ಬಿ.ಎಸ್.ಮಹದೇವ, ಯಜಮಾನ್ ದಿನೇಶ್, ಭಾರಿ ಜಯಕುಮಾರ್ ಹಾಜರಿದ್ದರು.: [415, 257, 648, 330]
corona-headline: ಕೊರೊನಾ ನಿಯಂತ್ರಣಕ್ಕೆ ಸಾರ್ವಜನಿಕರ ಸಹಕಾರ ಅಗತ್ಯ: [50, 86, 598, 122]
ward4-headline: 4ನೇ ವಾರ್ಡ್‌ನಲ್ಲಿ ಜಾಗೃತಿ ಕಾರ್ಯಕ್ರಮ: [416, 138, 647, 155]
teacher-body: ನಂಜನಗೂಡು, ಜು.24(ಎಸ್)-ಇತ್ತೀಚೆಗೆ ನಿಧನರಾದ ನಿವೃತ್ತ ಮುಖ್ಯಶಿಕ್ಷಕ ಟಿ.ಎಂ.ನಾಗಶೆಟ್ಟರ ಅವರಿಗೆ ತಾಲೂಕು ಪ್ರೌಢಶಾಲಾ ಸಹ ಶಿಕ್ಷಕರ ಸಂಘದ ವತಿಯಿಂದ ಶ್ರದ್ಧಾಂಜಲಿ ಸಲ್ಲಿಸಲಾಯಿತು. ಶಿಕ್ಷಣ ಕ್ಷೇತ್ರಕ್ಕೆ ಅವರ ಕೊಡುಗೆ ಅಪಾರ ಎಂದು ಸ್ಮರಿಸಲಾಯಿತು. ಶಿಕ್ಷಕರು, ಸಂಘದ ಪದಾಧಿಕಾರಿಗಳು ಹಾಜರಿದ್ದರು.: [50, 1025, 282, 1051]
person-figure: [140, 774, 164, 836]
divider: [660, 290, 898, 291]
person-figure: [312, 521, 342, 611]
color-registration-bar: [850, 1384, 894, 1403]
person-figure: [472, 537, 500, 611]
person-figure: [482, 946, 516, 1040]
rajagaddhe-body-cont: ತಿ.ನರಸೀಪುರ, ಜು.24(ಎಸ್‌ಕೆ)-ಮುಂಬೈನಲ್ಲಿರುವ ಸಂವಿಧಾನ ಶಿಲ್ಪಿ ಡಾ.ಬಿ.ಆರ್.ಅಂಬೇಡ್ಕರ್ ಅವರ ನಿವಾಸ ರಾಜಗೃಹ ಮೇಲಿನ ದಾಳಿ ಖಂಡನೀಯ ಎಂದು ದಲಿತ ಸಂಘರ್ಷ ಸಮಿತಿ ಮುಖಂಡರು ತಿಳಿಸಿದ್ದಾರೆ. ದುಷ್ಕರ್ಮಿಗಳನ್ನು ಕೂಡಲೇ ಬಂಧಿಸಿ ಕಠಿಣ ಶಿಕ್ಷೆ ವಿಧಿಸಬೇಕು ಎಂದು ಆಗ್ರಹಿಸಿದರು.: [292, 763, 532, 789]
school-photo-2: [534, 1174, 652, 1292]
malaria-headline: ಸುತ್ತೂರಿನಲ್ಲಿ ಮಲೇರಿಯಾ ಮಾಸಾಚರಣೆ ಜಾಥಾ: [81, 1136, 250, 1149]
person-figure: [310, 194, 338, 290]
school-quote-1-attr: - ರೇವಣ್ಣ, ತಾಲೂಕು ಕ್ಷೇತ್ರ ಶಿಕ್ಷಣಾಧಿಕಾರಿ: [815, 1226, 894, 1233]
betel-banner: [172, 472, 530, 488]
person-figure: [230, 964, 248, 1020]
chair-shape: [352, 1194, 392, 1264]
paper-name: ಮೈಸೂರು ಮಿತ್ರ: [460, 50, 536, 68]
pu-name-1: ಹರ್ಷಿತಾ: [554, 499, 570, 505]
